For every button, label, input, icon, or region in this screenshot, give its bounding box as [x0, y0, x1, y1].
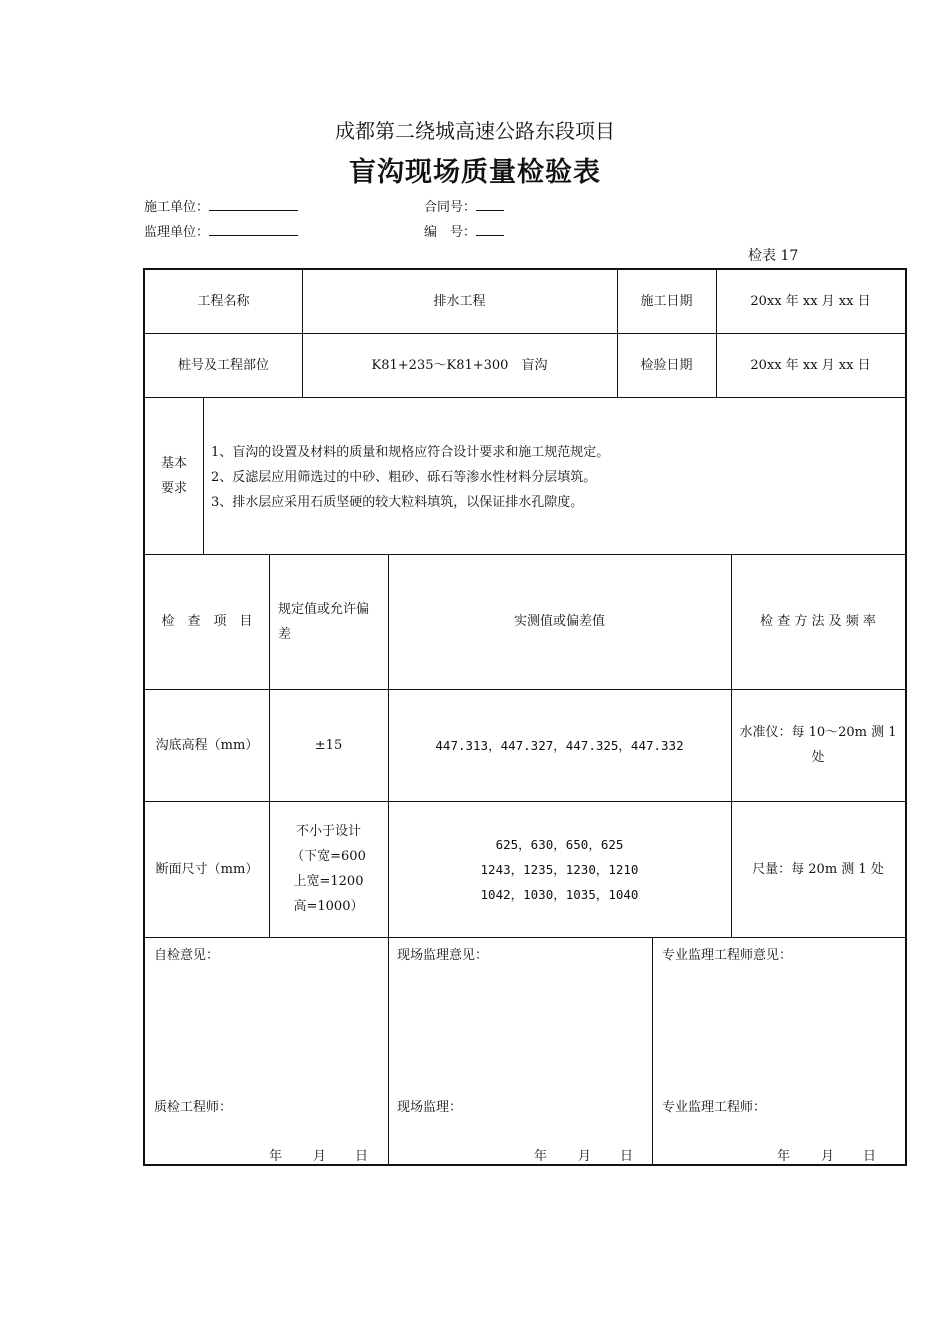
measured-line: 1243，1235，1230，1210	[480, 861, 639, 877]
specialist-engineer-label: 专业监理工程师：	[662, 1100, 767, 1115]
inspection-date-label: 检验日期	[640, 357, 693, 373]
method-line: 水准仪：每 10～20m 测 1	[739, 725, 897, 740]
row-divider	[145, 937, 905, 938]
serial-no-label: 编 号：	[424, 225, 477, 240]
qc-engineer-label: 质检工程师：	[154, 1100, 233, 1115]
self-check-opinion-label: 自检意见：	[154, 948, 220, 963]
contract-no-field[interactable]	[424, 196, 504, 215]
date-year: 年	[534, 1149, 548, 1164]
date-day: 日	[620, 1149, 634, 1164]
construction-unit-label: 施工单位：	[144, 200, 210, 215]
row-divider	[145, 397, 905, 398]
col-header-spec	[269, 554, 388, 689]
date-year: 年	[269, 1149, 283, 1164]
col-header-measured: 实测值或偏差值	[513, 614, 605, 629]
date-month: 月	[578, 1149, 592, 1164]
method-line: 处	[811, 750, 825, 765]
col-divider	[388, 937, 389, 1164]
spec-line: 不小于设计	[295, 824, 361, 839]
contract-no-label: 合同号：	[424, 200, 477, 215]
requirement-item: 3、排水层应采用石质坚硬的较大粒料填筑，以保证排水孔隙度。	[211, 495, 584, 510]
serial-no-field[interactable]	[424, 221, 504, 240]
measured-section-size	[388, 801, 731, 937]
supervision-unit-field[interactable]	[144, 221, 298, 240]
spec-bottom-elevation: ±15	[314, 737, 343, 753]
construction-date-label: 施工日期	[640, 294, 693, 309]
date-day: 日	[863, 1149, 877, 1164]
project-subtitle: 成都第二绕城高速公路东段项目	[335, 119, 615, 143]
specialist-opinion-label: 专业监理工程师意见：	[662, 948, 793, 963]
construction-unit-blank[interactable]	[209, 196, 298, 211]
project-name-value: 排水工程	[433, 294, 486, 309]
requirement-item: 1、盲沟的设置及材料的质量和规格应符合设计要求和施工规范规定。	[211, 445, 610, 460]
supervision-unit-blank[interactable]	[209, 221, 298, 236]
inspection-date-value: 20xx 年 xx 月 xx 日	[750, 357, 871, 373]
measured-bottom-elevation: 447.313，447.327，447.325，447.332	[435, 737, 684, 753]
project-name-label: 工程名称	[197, 294, 250, 309]
construction-unit-field[interactable]	[144, 196, 298, 215]
construction-date-value: 20xx 年 xx 月 xx 日	[750, 294, 871, 309]
col-header-method: 检 查 方 法 及 频 率	[760, 614, 876, 629]
site-supervision-opinion-label: 现场监理意见：	[397, 948, 489, 963]
method-section-size: 尺量：每 20m 测 1 处	[752, 861, 884, 877]
inspection-table	[143, 268, 907, 1166]
requirements-label-line: 要求	[160, 480, 187, 496]
requirements-label	[145, 397, 203, 554]
spec-line: 高=1000）	[293, 899, 364, 914]
requirements-label-line: 基本	[160, 455, 187, 471]
page-title: 盲沟现场质量检验表	[349, 157, 601, 188]
measured-line: 625，630，650，625	[495, 836, 624, 852]
spec-line: 上宽=1200	[293, 874, 364, 889]
spec-section-size	[269, 801, 388, 937]
contract-no-blank[interactable]	[476, 196, 504, 211]
col-header-spec-line: 差	[278, 626, 292, 642]
item-bottom-elevation: 沟底高程（mm）	[155, 737, 259, 753]
station-label: 桩号及工程部位	[177, 357, 269, 373]
station-value: K81+235～K81+300 盲沟	[371, 357, 548, 373]
date-month: 月	[821, 1149, 835, 1164]
serial-no-blank[interactable]	[476, 221, 504, 236]
date-month: 月	[313, 1149, 327, 1164]
supervision-unit-label: 监理单位：	[144, 225, 210, 240]
col-divider	[203, 397, 204, 554]
date-year: 年	[777, 1149, 791, 1164]
item-section-size: 断面尺寸（mm）	[155, 861, 259, 877]
measured-line: 1042，1030，1035，1040	[480, 886, 639, 902]
col-header-item: 检 查 项 目	[161, 614, 253, 629]
spec-line: （下宽=600	[291, 849, 366, 864]
date-day: 日	[355, 1149, 369, 1164]
form-number: 检表 17	[748, 248, 799, 264]
requirement-item: 2、反滤层应用筛选过的中砂、粗砂、砾石等渗水性材料分层填筑。	[211, 470, 597, 485]
col-header-spec-line: 规定值或允许偏	[278, 601, 370, 617]
col-divider	[652, 937, 653, 1164]
site-supervisor-label: 现场监理：	[397, 1100, 463, 1115]
method-bottom-elevation	[731, 689, 905, 801]
